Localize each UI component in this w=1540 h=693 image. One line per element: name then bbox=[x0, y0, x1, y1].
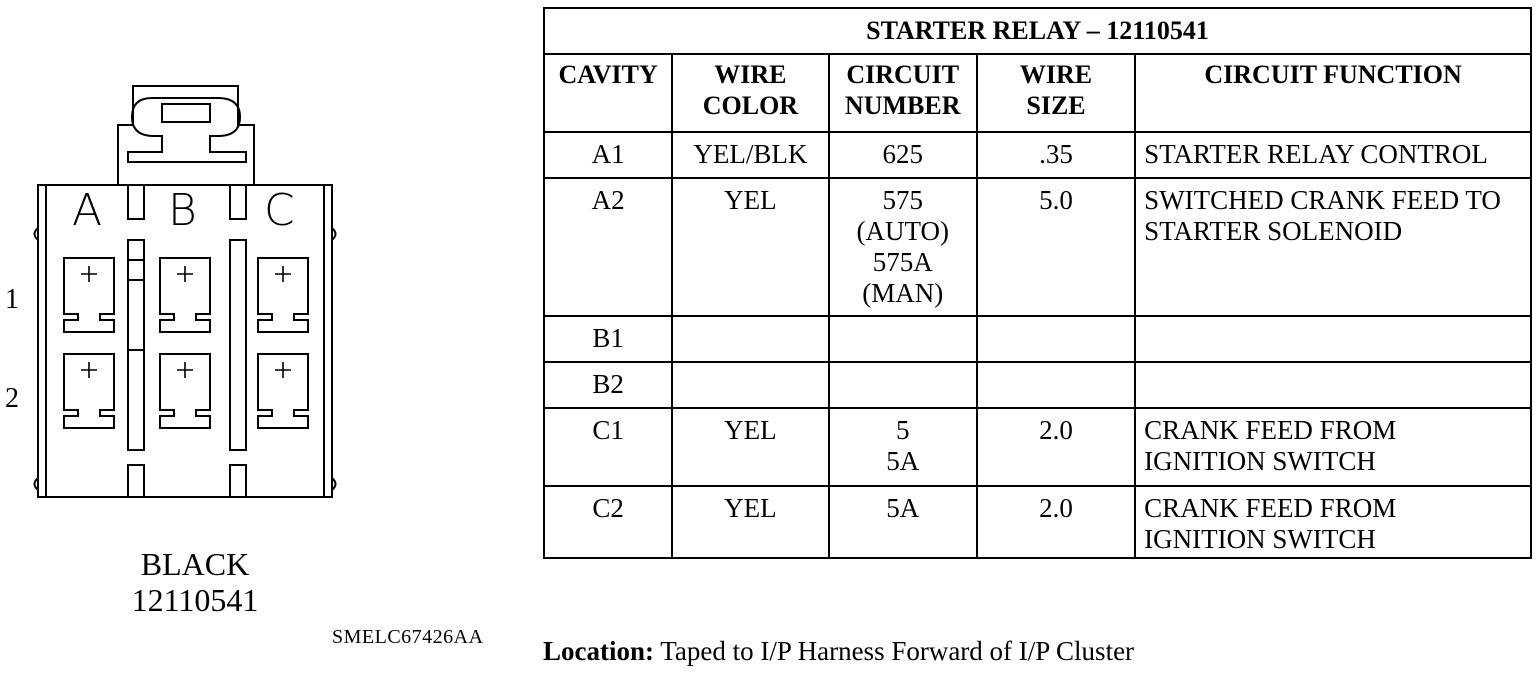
wire-size-cell: .35 bbox=[977, 132, 1135, 178]
wire-color-cell: YEL bbox=[672, 408, 828, 486]
divider-ab bbox=[128, 240, 144, 450]
location-label: Location: bbox=[543, 636, 654, 666]
table-header-row bbox=[544, 54, 1531, 132]
circuit-function-cell bbox=[1135, 362, 1531, 408]
divider-bc bbox=[230, 240, 246, 450]
table-row bbox=[544, 362, 1531, 408]
row-label-2: 2 bbox=[5, 383, 19, 414]
circuit-number-cell: 575 (AUTO) 575A (MAN) bbox=[829, 178, 977, 316]
location-text: Taped to I/P Harness Forward of I/P Cluster bbox=[660, 636, 1135, 666]
location-note bbox=[543, 636, 1134, 667]
header-cavity: CAVITY bbox=[544, 54, 672, 132]
table-row bbox=[544, 132, 1531, 178]
wire-color-cell bbox=[672, 362, 828, 408]
cavity-cell: C1 bbox=[544, 408, 672, 486]
header-circuit-number: CIRCUIT NUMBER bbox=[829, 54, 977, 132]
connector-color-label: BLACK bbox=[140, 546, 250, 582]
wire-size-cell: 2.0 bbox=[977, 408, 1135, 486]
circuit-number-cell bbox=[829, 362, 977, 408]
table-row bbox=[544, 178, 1531, 316]
wire-size-cell: 5.0 bbox=[977, 178, 1135, 316]
header-wire-size: WIRE SIZE bbox=[977, 54, 1135, 132]
wire-size-cell: 2.0 bbox=[977, 486, 1135, 558]
circuit-number-cell: 5A bbox=[829, 486, 977, 558]
plus-icon bbox=[275, 266, 291, 282]
wire-color-cell: YEL bbox=[672, 486, 828, 558]
plus-icon bbox=[275, 362, 291, 378]
circuit-function-cell: CRANK FEED FROM IGNITION SWITCH bbox=[1135, 408, 1531, 486]
table-row bbox=[544, 408, 1531, 486]
latch-slot bbox=[162, 104, 210, 122]
figure-id: SMELC67426AA bbox=[332, 626, 484, 648]
column-label-b: B bbox=[168, 185, 197, 236]
circuit-function-cell: CRANK FEED FROM IGNITION SWITCH bbox=[1135, 486, 1531, 558]
cavity-cell: C2 bbox=[544, 486, 672, 558]
plus-icon bbox=[177, 362, 193, 378]
wire-color-cell: YEL/BLK bbox=[672, 132, 828, 178]
table-row bbox=[544, 316, 1531, 362]
plus-icon bbox=[177, 266, 193, 282]
plus-icon bbox=[81, 266, 97, 282]
wire-color-cell: YEL bbox=[672, 178, 828, 316]
cavity-cell: B2 bbox=[544, 362, 672, 408]
pinout-table bbox=[543, 7, 1532, 559]
latch-loop bbox=[128, 98, 246, 162]
connector-diagram bbox=[0, 0, 540, 688]
wire-color-cell bbox=[672, 316, 828, 362]
column-label-c: C bbox=[264, 185, 295, 236]
circuit-function-cell: SWITCHED CRANK FEED TO STARTER SOLENOID bbox=[1135, 178, 1531, 316]
circuit-number-cell: 625 bbox=[829, 132, 977, 178]
header-wire-color: WIRE COLOR bbox=[672, 54, 828, 132]
plus-icon bbox=[81, 362, 97, 378]
cavity-cell: A1 bbox=[544, 132, 672, 178]
table-title: STARTER RELAY – 12110541 bbox=[544, 8, 1531, 54]
connector-part-number: 12110541 bbox=[131, 582, 259, 618]
cavity-cell: B1 bbox=[544, 316, 672, 362]
table-row bbox=[544, 486, 1531, 558]
row-label-1: 1 bbox=[5, 284, 19, 315]
header-circuit-function: CIRCUIT FUNCTION bbox=[1135, 54, 1531, 132]
circuit-number-cell: 5 5A bbox=[829, 408, 977, 486]
cavity-cell: A2 bbox=[544, 178, 672, 316]
circuit-number-cell bbox=[829, 316, 977, 362]
column-label-a: A bbox=[72, 185, 103, 236]
wire-size-cell bbox=[977, 362, 1135, 408]
circuit-function-cell: STARTER RELAY CONTROL bbox=[1135, 132, 1531, 178]
wire-size-cell bbox=[977, 316, 1135, 362]
circuit-function-cell bbox=[1135, 316, 1531, 362]
